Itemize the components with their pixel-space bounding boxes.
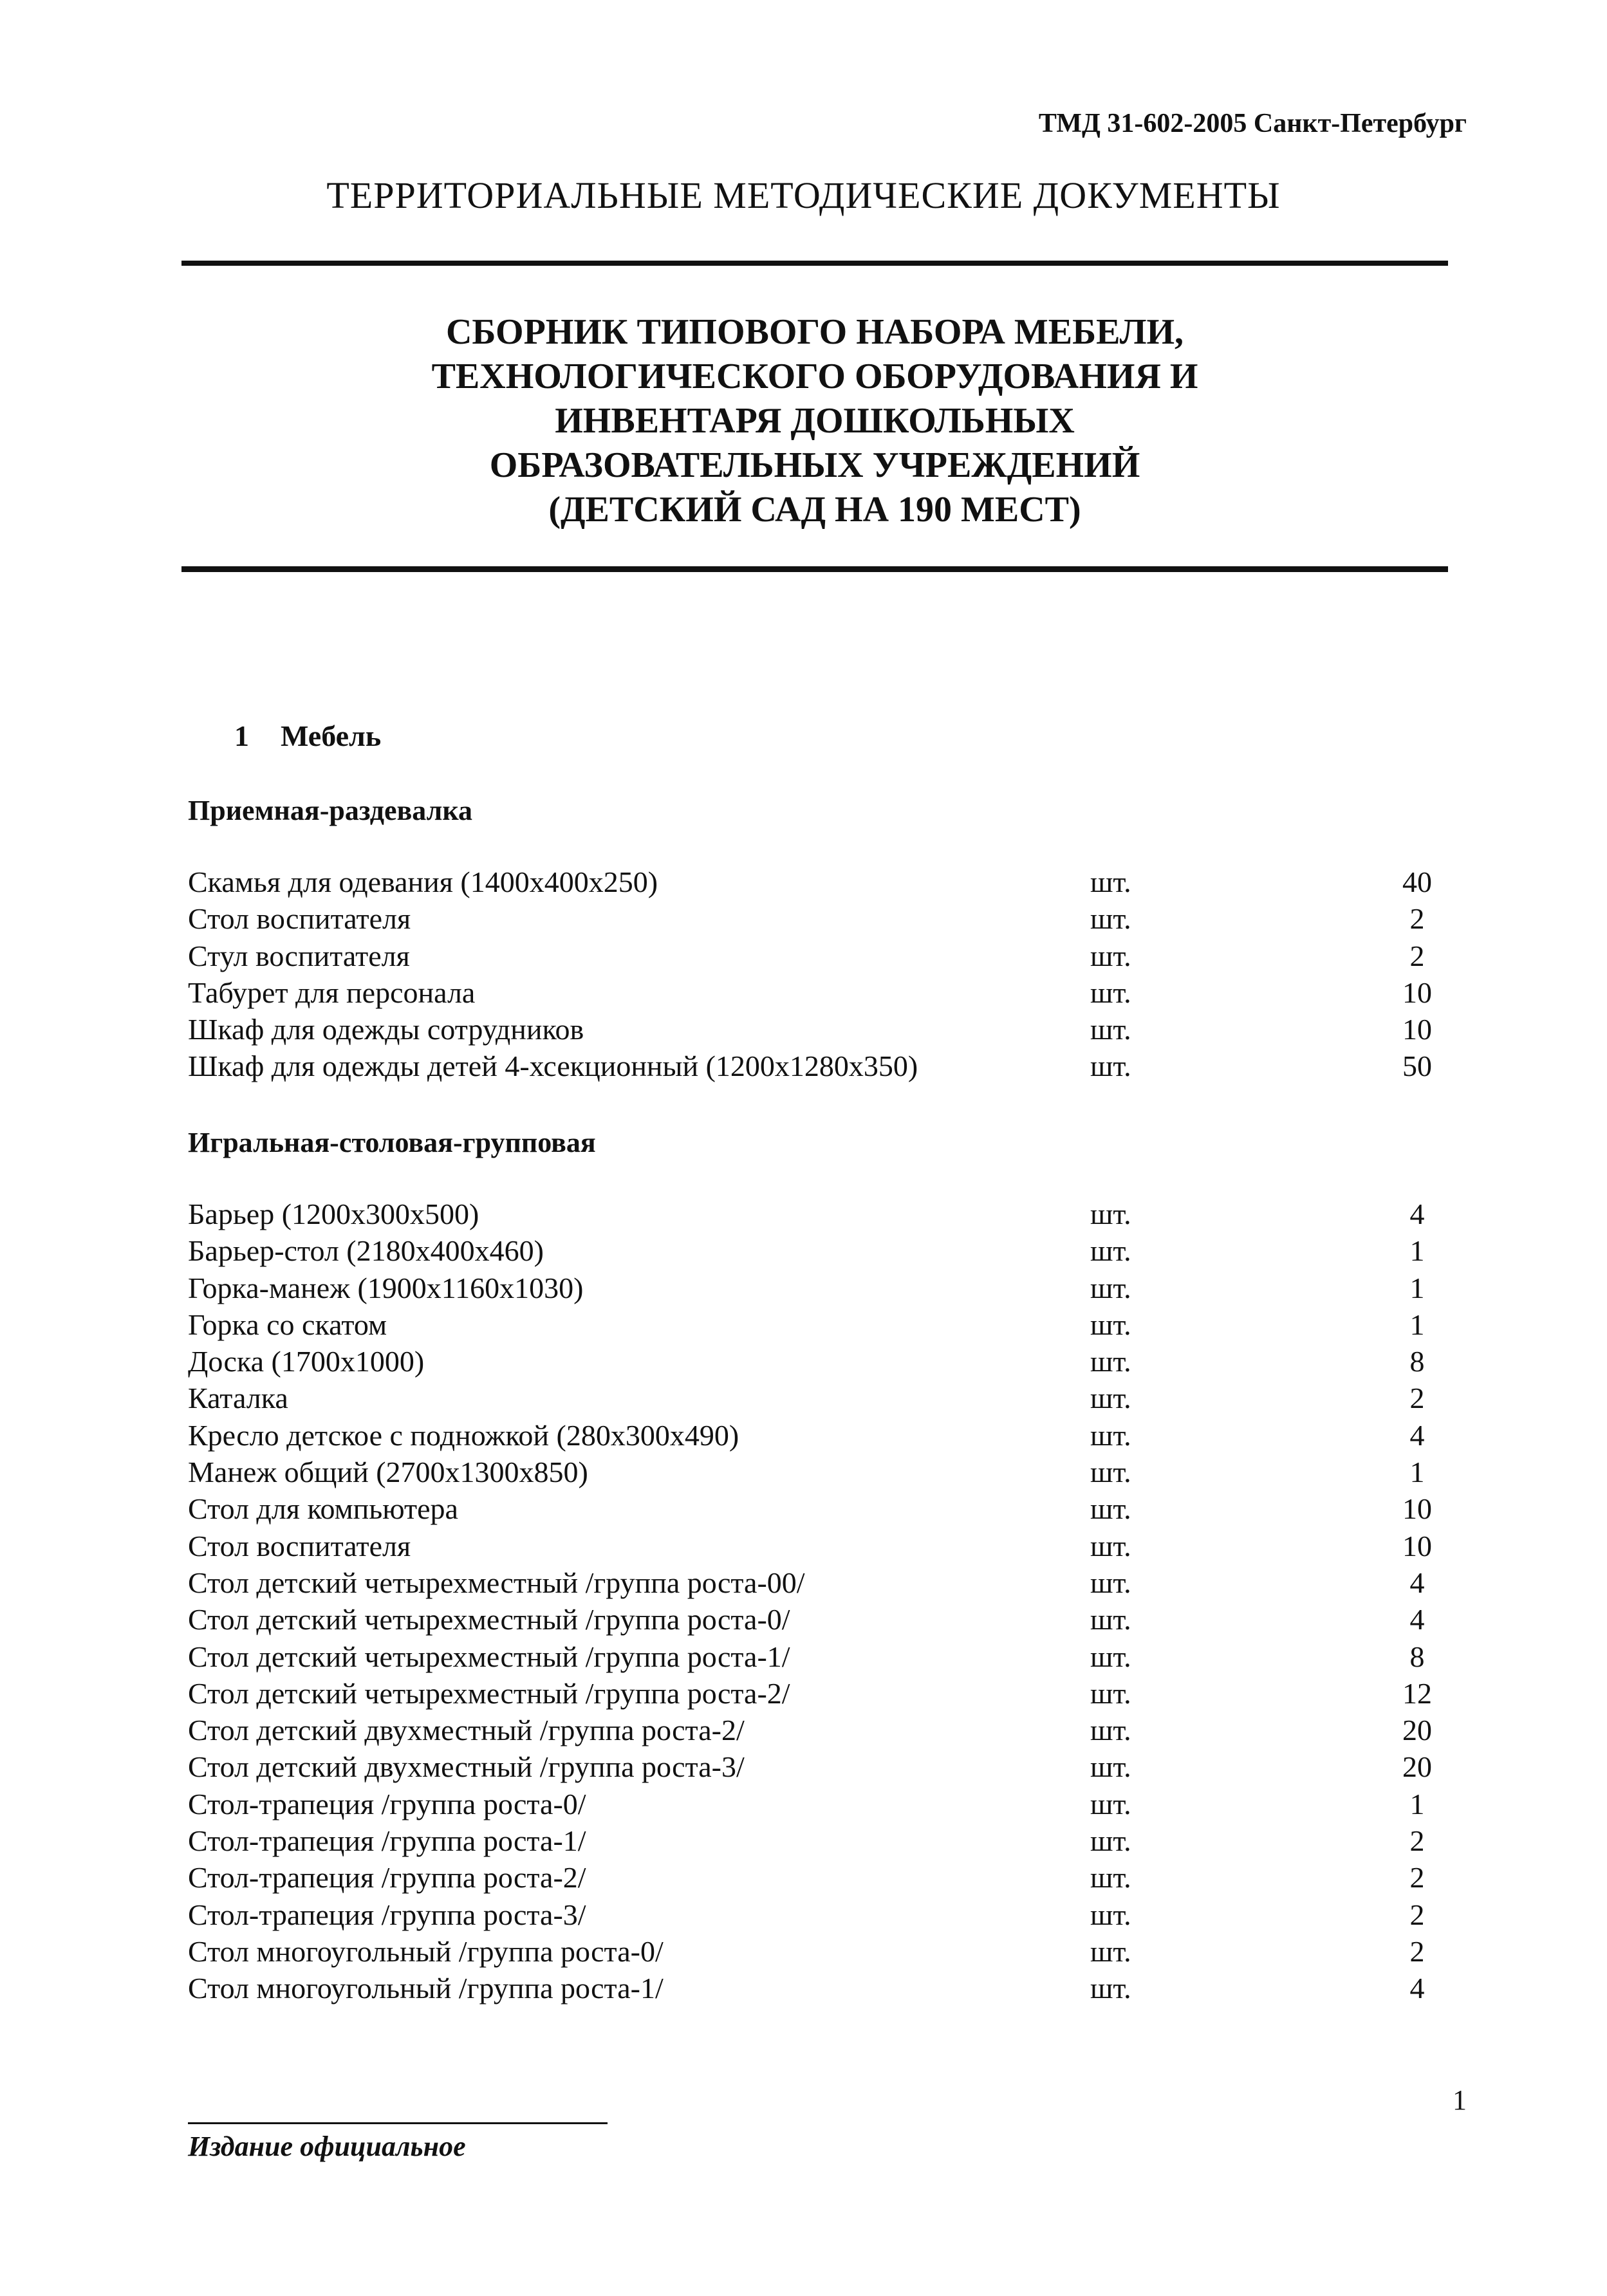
item-unit: шт. — [1090, 1492, 1131, 1526]
document-code: ТМД 31-602-2005 Санкт-Петербург — [1038, 109, 1467, 138]
item-quantity: 12 — [1402, 1676, 1432, 1710]
item-quantity: 10 — [1402, 1529, 1432, 1562]
item-unit: шт. — [1090, 1934, 1131, 1968]
list-item — [188, 1748, 1432, 1785]
title-line: (ДЕТСКИЙ САД НА 190 МЕСТ) — [548, 490, 1081, 530]
list-item — [188, 1417, 1425, 1454]
title-line: СБОРНИК ТИПОВОГО НАБОРА МЕБЕЛИ, — [445, 312, 1184, 352]
section-number: 1 — [234, 719, 249, 752]
item-quantity: 2 — [1409, 939, 1425, 972]
list-item — [188, 1306, 1425, 1343]
edition-note: Издание официальное — [188, 2131, 466, 2162]
item-unit: шт. — [1090, 1566, 1131, 1599]
item-quantity: 2 — [1409, 1934, 1425, 1968]
item-unit: шт. — [1090, 1714, 1131, 1747]
title-line: ТЕХНОЛОГИЧЕСКОГО ОБОРУДОВАНИЯ И — [431, 356, 1198, 396]
item-name: Стол многоугольный /группа роста-0/ — [188, 1934, 664, 1968]
item-unit: шт. — [1090, 1271, 1131, 1304]
item-unit: шт. — [1090, 1234, 1131, 1268]
item-quantity: 1 — [1409, 1234, 1425, 1268]
bottom-divider — [181, 566, 1448, 572]
item-quantity: 20 — [1402, 1750, 1432, 1784]
play-dining-item-list — [188, 1196, 1432, 2007]
document-title — [181, 310, 1448, 532]
title-line: ИНВЕНТАРЯ ДОШКОЛЬНЫХ — [555, 401, 1075, 441]
item-name: Стол-трапеция /группа роста-1/ — [188, 1824, 586, 1858]
item-quantity: 1 — [1409, 1787, 1425, 1820]
item-name: Горка-манеж (1900х1160х1030) — [188, 1271, 584, 1304]
list-item — [188, 938, 1425, 974]
item-quantity: 50 — [1402, 1050, 1432, 1083]
item-name: Стол детский четырехместный /группа роста-0/ — [188, 1603, 790, 1636]
item-name: Стол воспитателя — [188, 1529, 411, 1562]
item-unit: шт. — [1090, 1750, 1131, 1784]
item-unit: шт. — [1090, 1640, 1131, 1673]
list-item — [188, 1564, 1425, 1601]
item-name: Стул воспитателя — [188, 939, 410, 972]
item-quantity: 4 — [1409, 1418, 1425, 1452]
item-quantity: 10 — [1402, 1013, 1432, 1046]
item-quantity: 4 — [1409, 1566, 1425, 1599]
item-unit: шт. — [1090, 976, 1131, 1009]
item-name: Стол-трапеция /группа роста-0/ — [188, 1787, 586, 1820]
footnote-divider — [188, 2122, 608, 2124]
item-unit: шт. — [1090, 1972, 1131, 2005]
item-quantity: 20 — [1402, 1714, 1432, 1747]
list-item — [188, 1970, 1425, 2006]
item-quantity: 40 — [1402, 866, 1432, 898]
item-name: Стол детский двухместный /группа роста-2/ — [188, 1714, 745, 1747]
list-item — [188, 1896, 1425, 1933]
item-name: Стол воспитателя — [188, 902, 411, 936]
item-quantity: 10 — [1402, 1492, 1432, 1526]
item-unit: шт. — [1090, 1456, 1131, 1489]
item-name: Стол многоугольный /группа роста-1/ — [188, 1972, 664, 2005]
top-divider — [181, 261, 1448, 266]
list-item — [188, 1270, 1425, 1306]
list-item — [188, 1638, 1425, 1675]
item-quantity: 2 — [1409, 1861, 1425, 1894]
item-unit: шт. — [1090, 1787, 1131, 1820]
item-quantity: 2 — [1409, 1898, 1425, 1931]
list-item — [188, 864, 1432, 900]
item-unit: шт. — [1090, 1603, 1131, 1636]
item-quantity: 2 — [1409, 1382, 1425, 1415]
item-unit: шт. — [1090, 1529, 1131, 1562]
item-quantity: 1 — [1409, 1271, 1425, 1304]
list-item — [188, 1822, 1425, 1859]
list-item — [188, 1232, 1425, 1269]
list-item — [188, 1454, 1425, 1490]
list-item — [188, 1343, 1425, 1380]
item-name: Стол детский четырехместный /группа роста-1/ — [188, 1640, 790, 1673]
item-quantity: 1 — [1409, 1456, 1425, 1489]
item-quantity: 2 — [1409, 1824, 1425, 1858]
item-name: Шкаф для одежды сотрудников — [188, 1013, 584, 1046]
item-unit: шт. — [1090, 1676, 1131, 1710]
list-item — [188, 1011, 1432, 1048]
item-quantity: 4 — [1409, 1603, 1425, 1636]
page-number: 1 — [1453, 2084, 1467, 2116]
item-unit: шт. — [1090, 1861, 1131, 1894]
list-item — [188, 974, 1432, 1011]
item-quantity: 10 — [1402, 976, 1432, 1009]
item-unit: шт. — [1090, 939, 1131, 972]
item-name: Горка со скатом — [188, 1308, 387, 1341]
list-item — [188, 1859, 1425, 1896]
item-unit: шт. — [1090, 1824, 1131, 1858]
item-name: Барьер (1200х300х500) — [188, 1198, 479, 1230]
item-name: Табурет для персонала — [188, 976, 476, 1009]
list-item — [188, 1196, 1425, 1232]
item-name: Барьер-стол (2180х400х460) — [188, 1234, 544, 1268]
list-item — [188, 1712, 1432, 1748]
list-item — [188, 1380, 1425, 1416]
item-quantity: 8 — [1409, 1640, 1425, 1673]
item-name: Стол детский двухместный /группа роста-3/ — [188, 1750, 745, 1784]
item-unit: шт. — [1090, 1013, 1131, 1046]
item-unit: шт. — [1090, 866, 1131, 898]
item-unit: шт. — [1090, 1050, 1131, 1083]
list-item — [188, 1675, 1432, 1712]
series-title: ТЕРРИТОРИАЛЬНЫЕ МЕТОДИЧЕСКИЕ ДОКУМЕНТЫ — [326, 174, 1281, 216]
item-name: Манеж общий (2700х1300х850) — [188, 1456, 588, 1489]
item-name: Скамья для одевания (1400х400х250) — [188, 866, 658, 898]
item-quantity: 4 — [1409, 1198, 1425, 1230]
item-name: Стол-трапеция /группа роста-2/ — [188, 1861, 586, 1894]
section-heading — [234, 719, 381, 753]
list-item — [188, 1933, 1425, 1970]
title-line: ОБРАЗОВАТЕЛЬНЫХ УЧРЕЖДЕНИЙ — [489, 445, 1140, 485]
list-item — [188, 1528, 1432, 1564]
item-name: Шкаф для одежды детей 4-хсекционный (1200х1280х350) — [188, 1050, 918, 1083]
item-quantity: 4 — [1409, 1972, 1425, 2005]
list-item — [188, 1048, 1432, 1084]
reception-item-list — [188, 864, 1432, 1085]
item-name: Доска (1700х1000) — [188, 1345, 425, 1378]
group-heading-reception: Приемная-раздевалка — [188, 795, 473, 826]
item-name: Каталка — [188, 1382, 288, 1415]
list-item — [188, 1786, 1425, 1822]
item-name: Кресло детское с подножкой (280х300х490) — [188, 1418, 739, 1452]
list-item — [188, 1490, 1432, 1527]
list-item — [188, 900, 1425, 937]
item-name: Стол-трапеция /группа роста-3/ — [188, 1898, 586, 1931]
item-name: Стол для компьютера — [188, 1492, 458, 1526]
section-title: Мебель — [281, 719, 382, 752]
item-unit: шт. — [1090, 1198, 1131, 1230]
group-heading-play-dining: Игральная-столовая-групповая — [188, 1127, 596, 1158]
list-item — [188, 1601, 1425, 1638]
item-name: Стол детский четырехместный /группа роста-00/ — [188, 1566, 805, 1599]
item-unit: шт. — [1090, 1418, 1131, 1452]
item-unit: шт. — [1090, 1898, 1131, 1931]
item-unit: шт. — [1090, 1382, 1131, 1415]
item-unit: шт. — [1090, 902, 1131, 936]
item-quantity: 8 — [1409, 1345, 1425, 1378]
item-unit: шт. — [1090, 1345, 1131, 1378]
item-unit: шт. — [1090, 1308, 1131, 1341]
item-quantity: 1 — [1409, 1308, 1425, 1341]
item-quantity: 2 — [1409, 902, 1425, 936]
item-name: Стол детский четырехместный /группа роста-2/ — [188, 1676, 790, 1710]
